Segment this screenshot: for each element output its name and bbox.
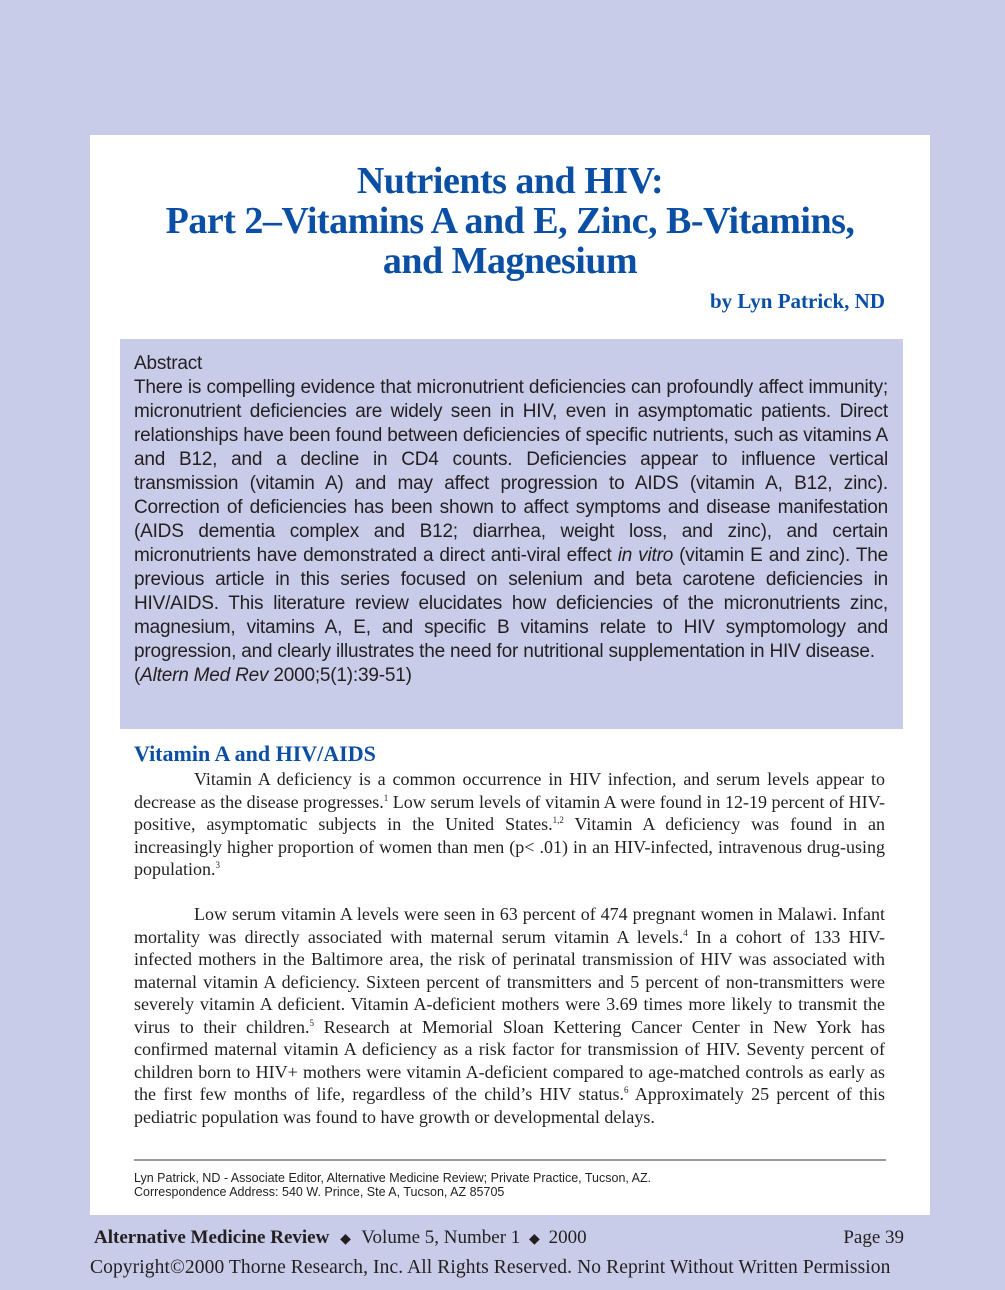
footnote-affiliation: Lyn Patrick, ND - Associate Editor, Alternative Medicine Review; Private Practice, Tucson, AZ.	[134, 1171, 652, 1185]
paragraph	[134, 768, 885, 881]
reference-link[interactable]: 1,2	[552, 815, 564, 825]
abstract-text: (vitamin E and zinc). The previous article in this series focused on selenium and beta carotene deficiencies in HIV/AIDS. This literature review elucidates how deficiencies of the micronutrients zinc, magnesium, vitamins A, E, and specific B vitamins relate to HIV symptomology and progression, and clearly illustrates the need for nutritional supplementation in HIV disease.	[134, 545, 888, 662]
copyright-notice: Copyright©2000 Thorne Research, Inc. All Rights Reserved. No Reprint Without Written Permission	[90, 1257, 891, 1278]
abstract-box	[120, 339, 903, 729]
reference-link[interactable]: 3	[215, 860, 220, 870]
article-body	[134, 768, 885, 1151]
abstract-text: There is compelling evidence that micronutrient deficiencies can profoundly affect immunity; micronutrient deficiencies are widely seen in HIV, even in asymptomatic patients. Direct relationships have been found between deficiencies of specific nutrients, such as vitamins A and B12, and a decline in CD4 counts. Deficiencies appear to influence vertical transmission (vitamin A) and may affect progression to AIDS (vitamin A, B12, zinc). Correction of deficiencies has been shown to affect symptoms and disease manifestation (AIDS dementia complex and B12; diarrhea, weight loss, and zinc), and certain micronutrients have demonstrated a direct anti-viral effect	[134, 377, 888, 566]
citation	[134, 665, 412, 686]
reference-link[interactable]: 6	[624, 1085, 629, 1095]
page-footer	[94, 1227, 904, 1249]
title-line: Nutrients and HIV:	[356, 160, 664, 202]
volume-info: Volume 5, Number 1	[361, 1227, 521, 1248]
reference-link[interactable]: 1	[383, 792, 389, 803]
diamond-icon: ◆	[529, 1232, 540, 1247]
text: Approximately 25 percent of this pediatric population was found to have growth or developmental delays.	[134, 1084, 885, 1127]
text: In a cohort of 133 HIV-infected mothers in the Baltimore area, the risk of perinatal transmission of HIV was associated with maternal vitamin A deficiency. Sixteen percent of transmitters and 5 percent of non-transmitters were severely vitamin A deficient. Vitamin A-deficient mothers were 3.69 times more likely to transmit the virus to their children.	[134, 926, 886, 1037]
reference-link[interactable]: 5	[309, 1017, 315, 1028]
text: Vitamin A deficiency was found in an increasingly higher proportion of women than men (p< .01) in an HIV-infected, intravenous drug-using population.	[134, 814, 885, 879]
text: Vitamin A deficiency is a common occurrence in HIV infection, and serum levels appear to decrease as the disease progresses.	[134, 769, 885, 812]
diamond-icon: ◆	[340, 1232, 351, 1247]
title-line: Part 2–Vitamins A and E, Zinc, B-Vitamins,	[165, 200, 855, 242]
paragraph	[134, 903, 885, 1128]
reference-link[interactable]: 4	[683, 927, 688, 938]
text: Low serum vitamin A levels were seen in 63 percent of 474 pregnant women in Malawi. Infant mortality was directly associated with maternal serum vitamin A levels.	[134, 904, 885, 947]
citation-details: 2000;5(1):39-51)	[268, 665, 412, 686]
abstract-italic: in vitro	[617, 545, 674, 566]
abstract-heading: Abstract	[134, 353, 203, 374]
page-number: Page 39	[843, 1227, 904, 1248]
citation-paren: (	[134, 665, 141, 686]
article-title	[90, 161, 930, 281]
text: Low serum levels of vitamin A were found in 12-19 percent of HIV-positive, asymptomatic subjects in the United States.	[134, 791, 885, 834]
title-line: and Magnesium	[382, 240, 638, 282]
section-heading: Vitamin A and HIV/AIDS	[134, 741, 376, 766]
year: 2000	[548, 1227, 587, 1248]
text: Research at Memorial Sloan Kettering Cancer Center in New York has confirmed maternal vitamin A deficiency as a risk factor for transmission of HIV. Seventy percent of children born to HIV+ mothers were vitamin A-deficient compared to age-matched controls as early as the first few months of life, regardless of the child’s HIV status.	[134, 1016, 885, 1104]
citation-journal: Altern Med Rev	[140, 665, 269, 686]
footnote-divider	[134, 1159, 886, 1161]
author-byline: by Lyn Patrick, ND	[709, 289, 885, 313]
journal-name: Alternative Medicine Review	[94, 1227, 330, 1248]
author-footnote	[134, 1171, 651, 1199]
footnote-address: Correspondence Address: 540 W. Prince, Ste A, Tucson, AZ 85705	[134, 1185, 505, 1199]
article-page	[90, 135, 930, 1215]
